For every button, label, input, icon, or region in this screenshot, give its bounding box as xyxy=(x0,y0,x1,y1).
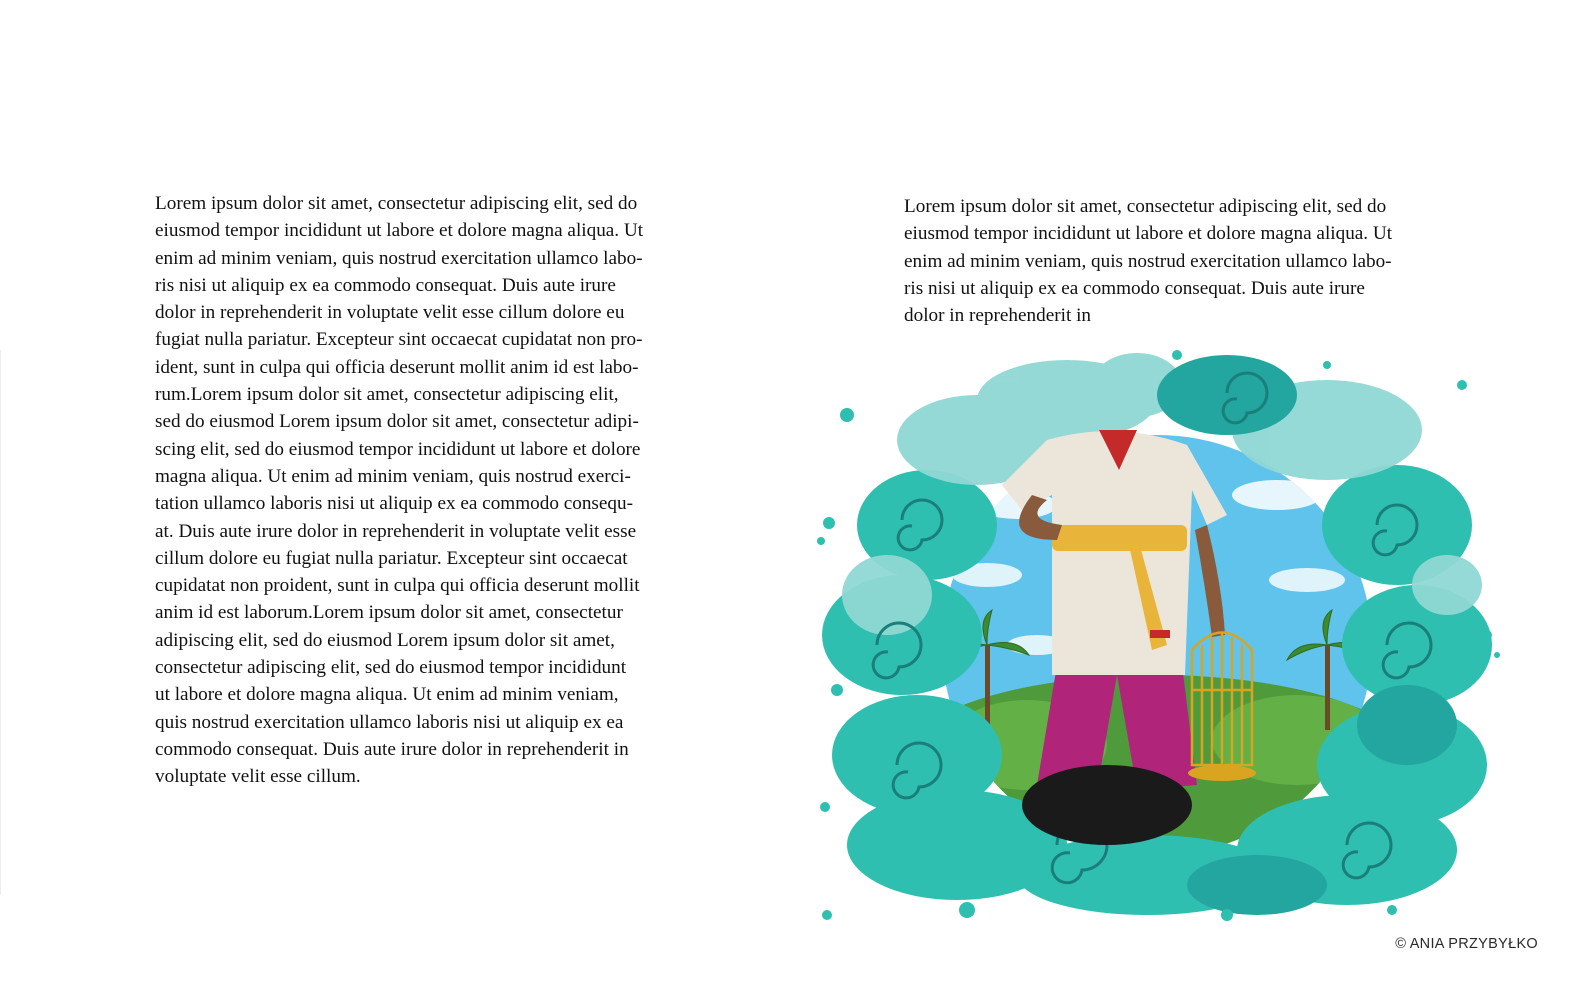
right-page-body-text: Lorem ipsum dolor sit amet, consectetur adipiscing elit, sed do eiusmod tempor incididunt ut labore et dolore magna aliqua. Ut enim ad minim veniam, quis nostrud exercitation ullamco labo- ris nisi ut aliquip ex ea commodo consequat. Duis aute irure dolor in reprehenderit in xyxy=(904,196,1393,327)
illustrator-credit: © ANIA PRZYBYŁKO xyxy=(1395,936,1538,952)
right-page xyxy=(787,0,1574,984)
left-page-body-text: Lorem ipsum dolor sit amet, consectetur adipiscing elit, sed do eiusmod tempor incididunt ut labore et dolore magna aliqua. Ut enim ad minim veniam, quis nostrud exercitation ullamco labo- ris nisi ut aliquip ex ea commodo consequat. Duis aute irure dolor in reprehenderit in voluptate velit esse cillum dolore eu fugiat nulla pariatur. Excepteur sint occaecat cupidatat non pro- ident, sunt in culpa qui officia deserunt mollit anim id est labo- rum.Lorem ipsum dolor sit amet, consectetur adipiscing elit, sed do eiusmod Lorem ipsum dolor sit amet, consectetur adipi- scing elit, sed do eiusmod tempor incididunt ut labore et dolore magna aliqua. Ut enim ad minim veniam, quis nostrud exerci- tation ullamco laboris nisi ut aliquip ex ea commodo consequ- at. Duis aute irure dolor in reprehenderit in voluptate velit esse cillum dolore eu fugiat nulla pariatur. Excepteur sint occaecat cupidatat non proident, sunt in culpa qui officia deserunt mollit anim id est laborum.Lorem ipsum dolor sit amet, consectetur adipiscing elit, sed do eiusmod Lorem ipsum dolor sit amet, consectetur adipiscing elit, sed do eiusmod tempor incididunt ut labore et dolore magna aliqua. Ut enim ad minim veniam, quis nostrud exercitation ullamco laboris nisi ut aliquip ex ea commodo consequat. Duis aute irure dolor in reprehenderit in voluptate velit esse cillum. xyxy=(155,193,644,788)
headless-figure-clouds-illustration-icon xyxy=(807,345,1507,925)
